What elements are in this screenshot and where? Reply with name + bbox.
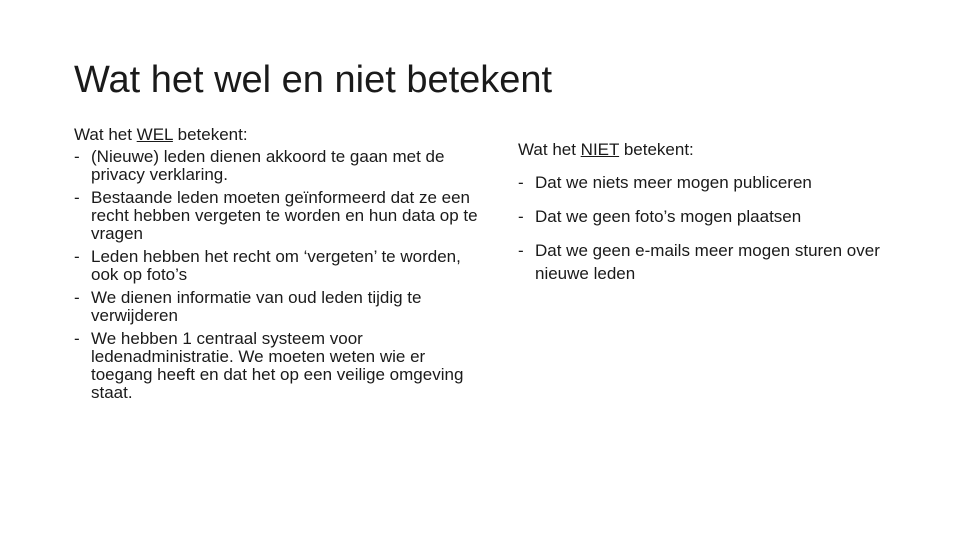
bullet-dash: - — [518, 173, 524, 192]
left-heading-prefix: Wat het — [74, 125, 137, 144]
list-item — [74, 148, 484, 184]
list-item-text: (Nieuwe) leden dienen akkoord te gaan met de privacy verklaring. — [91, 147, 445, 184]
list-item — [74, 330, 484, 402]
left-bullet-list — [74, 148, 484, 402]
left-heading-emphasis: WEL — [136, 125, 173, 144]
right-heading — [518, 138, 908, 161]
list-item — [518, 239, 908, 285]
list-item — [518, 171, 908, 194]
bullet-dash: - — [518, 241, 524, 260]
list-item-text: Dat we geen foto’s mogen plaatsen — [535, 207, 802, 226]
list-item-text: We dienen informatie van oud leden tijdig te verwijderen — [91, 288, 422, 325]
right-heading-suffix: betekent: — [619, 140, 694, 159]
bullet-dash: - — [74, 247, 80, 266]
bullet-dash: - — [74, 329, 80, 348]
bullet-dash: - — [74, 147, 80, 166]
right-column — [518, 138, 908, 296]
list-item-text: Dat we niets meer mogen publiceren — [535, 173, 812, 192]
left-heading-suffix: betekent: — [172, 125, 248, 144]
bullet-dash: - — [74, 188, 80, 207]
bullet-dash: - — [518, 207, 524, 226]
right-bullet-list — [518, 171, 908, 285]
bullet-dash: - — [74, 288, 80, 307]
list-item-text: We hebben 1 centraal systeem voor ledenadministratie. We moeten weten wie er toegang heeft en dat het op een veilige omgeving staat. — [91, 329, 464, 402]
list-item-text: Bestaande leden moeten geïnformeerd dat ze een recht hebben vergeten te worden en hun data op te vragen — [91, 188, 478, 243]
right-heading-emphasis: NIET — [580, 140, 620, 159]
list-item — [74, 248, 484, 284]
list-item — [74, 289, 484, 325]
list-item — [74, 189, 484, 243]
list-item-text: Leden hebben het recht om ‘vergeten’ te worden, ook op foto’s — [91, 247, 461, 284]
left-heading — [74, 126, 484, 144]
list-item — [518, 205, 908, 228]
left-column — [74, 126, 484, 407]
slide-title: Wat het wel en niet betekent — [74, 59, 553, 101]
right-heading-prefix: Wat het — [518, 140, 581, 159]
list-item-text: Dat we geen e-mails meer mogen sturen over nieuwe leden — [535, 241, 880, 283]
